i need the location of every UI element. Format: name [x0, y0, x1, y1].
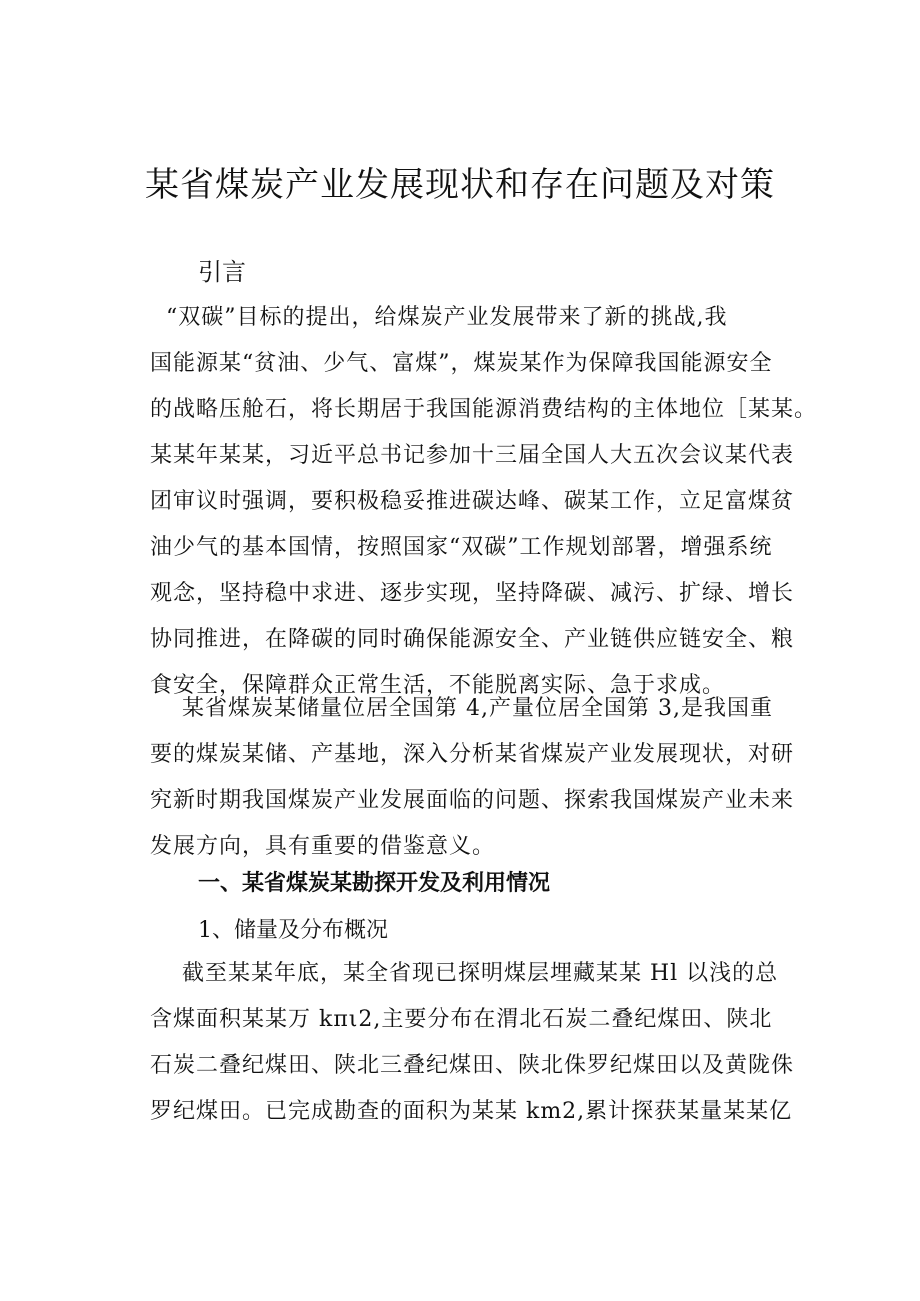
text-line: 某某年某某，习近平总书记参加十三届全国人大五次会议某代表 — [150, 443, 795, 468]
text-line: 罗纪煤田。已完成勘查的面积为某某 km2,累计探获某量某某亿 — [150, 1099, 793, 1124]
text-line: 协同推进，在降碳的同时确保能源安全、产业链供应链安全、粮 — [150, 627, 795, 652]
text-line: 要的煤炭某储、产基地，深入分析某省煤炭产业发展现状，对研 — [150, 742, 795, 767]
text-line: 的战略压舱石，将长期居于我国能源消费结构的主体地位［某某。 — [150, 397, 818, 422]
text-line: “双碳”目标的提出，给煤炭产业发展带来了新的挑战,我 — [150, 305, 728, 330]
text-line: 油少气的基本国情，按照国家“双碳”工作规划部署，增强系统 — [150, 535, 773, 560]
text-line: 食安全，保障群众正常生活，不能脱离实际、急于求成。 — [150, 673, 726, 698]
text-line: 团审议时强调，要积极稳妥推进碳达峰、碳某工作，立足富煤贫 — [150, 489, 795, 514]
text-line: 某省煤炭某储量位居全国第 4,产量位居全国第 3,是我国重 — [150, 696, 773, 721]
text-line: 含煤面积某某万 kπι2,主要分布在渭北石炭二叠纪煤田、陕北 — [150, 1007, 773, 1032]
subsection-heading: 1、储量及分布概况 — [198, 918, 388, 943]
text-line: 观念，坚持稳中求进、逐步实现，坚持降碳、减污、扩绿、增长 — [150, 581, 795, 606]
document-title: 某省煤炭产业发展现状和存在问题及对策 — [145, 165, 775, 205]
paragraph-intro-1 — [150, 295, 818, 709]
paragraph-intro-2 — [150, 686, 810, 870]
text-line: 截至某某年底，某全省现已探明煤层埋藏某某 Hl 以浅的总 — [150, 961, 779, 986]
text-line: 发展方向，具有重要的借鉴意义。 — [150, 834, 496, 859]
intro-heading: 引言 — [198, 258, 246, 286]
section-heading: 一、某省煤炭某勘探开发及利用情况 — [198, 871, 551, 896]
paragraph-reserves — [150, 951, 810, 1135]
text-line: 石炭二叠纪煤田、陕北三叠纪煤田、陕北侏罗纪煤田以及黄陇侏 — [150, 1053, 795, 1078]
text-line: 国能源某“贫油、少气、富煤”，煤炭某作为保障我国能源安全 — [150, 351, 773, 376]
text-line: 究新时期我国煤炭产业发展面临的问题、探索我国煤炭产业未来 — [150, 788, 795, 813]
